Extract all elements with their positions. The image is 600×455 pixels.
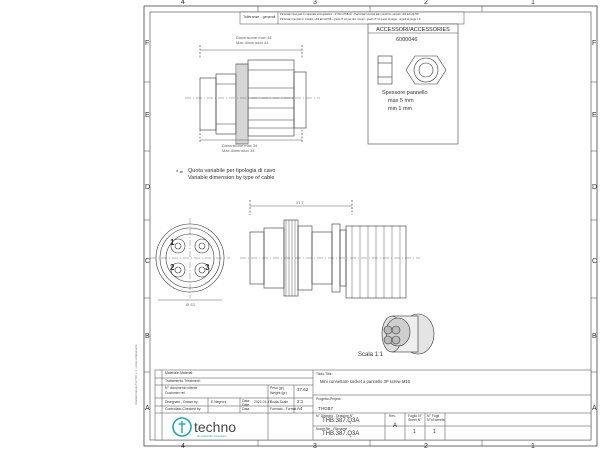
checked-label: Controllato-Checked by:: [165, 407, 202, 411]
customer-doc-label: N° documento cliente: [165, 386, 198, 390]
project-value: THGB7: [318, 406, 334, 411]
of-sheets-value: 1: [433, 429, 436, 435]
project-label: Progetto-Project:: [316, 397, 342, 401]
date-value: 2022-01-17: [254, 400, 272, 404]
panel-thickness-max: max 5 mm: [388, 98, 414, 104]
panel-thickness-min: min 1 mm: [388, 106, 413, 112]
date-label-2: Data: [242, 407, 250, 411]
panel-thickness-label: Spessore pannello: [382, 90, 428, 96]
zone-col-2-top: 2: [424, 0, 428, 6]
material-label: Materiale-Material:: [165, 371, 194, 375]
zone-row-d-right: D: [592, 184, 598, 191]
pin-3-label: 3: [205, 263, 210, 272]
connector-side-view-top: [185, 45, 320, 144]
accessory-code: 6000046: [396, 37, 418, 43]
zone-row-f-left: F: [145, 40, 150, 47]
zone-col-3-top: 3: [313, 0, 317, 6]
weight-label-en: Weight (gr): [270, 391, 287, 395]
treatment-label: Trattamento-Treatment:: [165, 379, 201, 383]
drawn-value: E.Negroni: [211, 400, 227, 404]
zone-row-a-right: A: [592, 405, 597, 412]
format-value: A4: [297, 406, 303, 411]
brand-name: techno: [194, 419, 237, 435]
sheet-label-en: Sheet N°: [408, 418, 422, 422]
of-sheets-label-en: N°of sheets: [427, 418, 445, 422]
zone-row-b-left: B: [145, 333, 150, 340]
zone-col-4-bottom: 4: [181, 443, 185, 450]
zone-col-2-bottom: 2: [424, 443, 428, 450]
dim-bot-max-it: Dimensione max 34: [222, 143, 258, 148]
brand-tagline: the industrial connections: [197, 435, 227, 438]
dim-top-max-it: Dimensione max 44: [236, 35, 272, 40]
zone-col-3-bottom: 3: [313, 443, 317, 450]
zone-row-b-right: B: [592, 333, 597, 340]
title-label: Titolo-Title:: [316, 372, 333, 376]
drawn-label: Disegnato - Drawn by:: [165, 400, 199, 404]
dim-width: 31.7: [296, 200, 304, 205]
tolerances-line-1: Particolari stampati in materiale termoplastico - R ISO 2768mK - Particolari lavorati alle macchine utensili: UNI EN 22768: [280, 13, 419, 16]
tolerances-line-2: Particolari tranciati in metallo: UNI EN 22768 - grado IT 12 per dim. lineari - grado IT 11 quote di piega - angoli di piega ± 1°: [280, 17, 422, 21]
pin-1-label: 1: [170, 238, 175, 247]
rev-label: Rev.: [389, 414, 396, 418]
dim-top-max-en: Max dimension 44: [236, 40, 269, 45]
drawing-no-value: THB.387.Q3A: [322, 418, 360, 424]
note-italian: Quota variabile per tipologia di cavo: [188, 168, 276, 174]
dim-bot-max-en: Max dimension 34: [222, 148, 255, 153]
connector-front-view: [150, 218, 230, 300]
format-label: Formato - Format: [270, 407, 297, 411]
weight-value: 37.62: [297, 387, 309, 392]
tolerances-label: Tolleranze - generali: [243, 15, 276, 19]
zone-row-c-left: C: [145, 258, 151, 265]
rev-value: A: [393, 423, 398, 429]
zone-col-4-top: 4: [181, 0, 185, 6]
side-note: Proprietà riservata TECHNO s.r.l. - divieto di riproduzione: [135, 344, 138, 405]
scale-title-label: Scala-Scale: [270, 400, 289, 404]
customer-ref-label: Customer ref.: [165, 391, 186, 395]
date-label: Data: [242, 399, 250, 403]
drawing-no-label: N° Disegno - Drawing N°: [316, 414, 354, 418]
connector-side-view-mid: [240, 200, 420, 298]
zone-row-c-right: C: [592, 258, 598, 265]
zone-col-1-bottom: 1: [531, 443, 535, 450]
scale-title-value: 2:1: [297, 399, 304, 404]
connector-iso-view: [382, 314, 434, 354]
zone-row-a-left: A: [145, 405, 150, 412]
sheet-value: 1: [413, 429, 416, 435]
title-value: Mini connettore socket a pannello 3P screw M16: [320, 379, 411, 384]
of-sheets-label: N° Fogli: [427, 414, 440, 418]
dim-diameter: Ø 33: [186, 302, 195, 307]
sheet-label: Foglio N°: [408, 414, 422, 418]
zone-row-e-left: E: [145, 112, 150, 119]
filename-value: THB.387.Q3A: [322, 431, 360, 437]
zone-row-f-right: F: [592, 40, 597, 47]
pin-2-label: 2: [170, 263, 175, 272]
weight-label: Peso (gr): [270, 386, 284, 390]
filename-label: Nome file - Filename: [316, 427, 348, 431]
zone-col-1-top: 1: [531, 0, 535, 6]
note-english: Variable dimension by type of cable: [188, 175, 275, 181]
scale-label: Scala 1:1: [358, 352, 384, 358]
note-marker: * =: [176, 170, 183, 176]
accessories-title: ACCESSORI/ACCESSORIES: [376, 27, 450, 33]
date-label-en: Date: [242, 403, 250, 407]
zone-row-e-right: E: [592, 112, 597, 119]
zone-row-d-left: D: [145, 184, 151, 191]
